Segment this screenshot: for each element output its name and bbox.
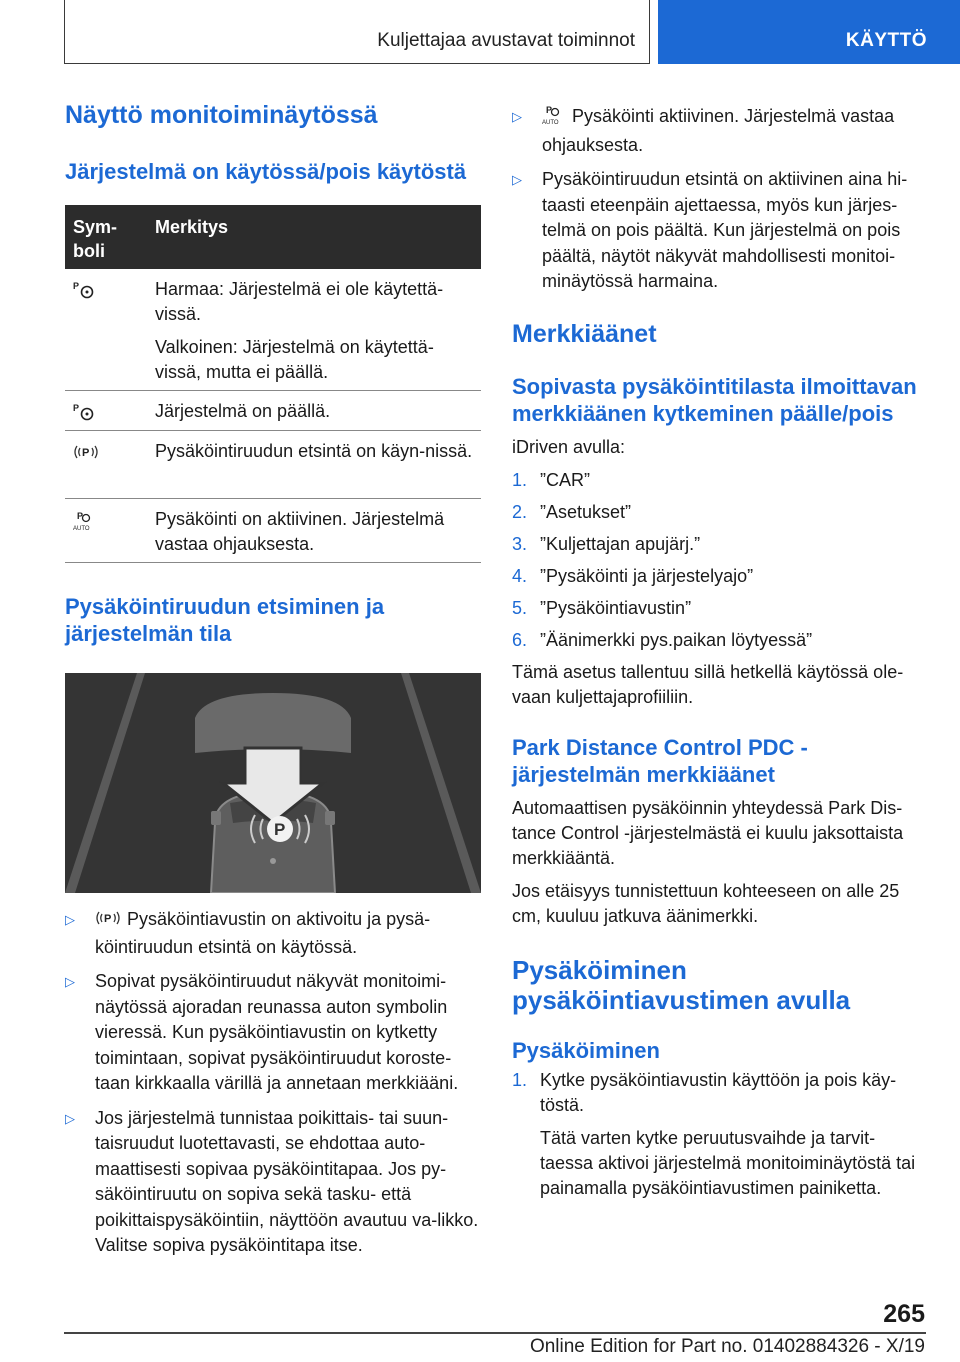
heading-pdc-tones: Park Distance Control PDC -järjestelmän merkkiäänet (512, 734, 808, 787)
list-item (512, 1068, 926, 1201)
meaning-line: Harmaa: Järjestelmä ei ole käytettä-vissä. (155, 279, 444, 324)
step-number: 1. (512, 1069, 528, 1090)
table-cell-meaning (147, 499, 481, 562)
edition-footer: Online Edition for Part no. 01402884326 - X/19 (529, 1336, 925, 1357)
list-item-text: Pysäköinti aktiivinen. Järjestelmä vastaa ohjauksesta. (542, 106, 895, 155)
header-section-box (64, 0, 650, 64)
heading-tone-switch: Sopivasta pysäköintitilasta ilmoittavan merkkiäänen kytkeminen päälle/pois (512, 373, 917, 426)
list-item (512, 500, 926, 525)
step-text: ”Kuljettajan apujärj.” (540, 533, 701, 554)
svg-text:P: P (274, 820, 286, 839)
list-item (512, 596, 926, 621)
step-number: 5. (512, 597, 528, 618)
parking-auto-icon (65, 499, 147, 562)
section-title: Kuljettajaa avustavat toiminnot (377, 30, 635, 51)
heading-parking-with-assistant: Pysäköiminen pysäköintiavustimen avulla (512, 954, 851, 1015)
heading-system-on-off: Järjestelmä on käytössä/pois käytöstä (65, 159, 467, 184)
step-number: 6. (512, 629, 528, 650)
step-number: 4. (512, 565, 528, 586)
table-cell-meaning (147, 431, 481, 498)
list-item (512, 104, 926, 158)
svg-text:P: P (77, 511, 84, 521)
col-meaning-header: Merkitys (155, 217, 229, 237)
svg-text:AUTO: AUTO (73, 526, 90, 531)
parking-steps (512, 1068, 926, 1201)
display-illustration (65, 673, 481, 893)
svg-text:P: P (104, 913, 112, 925)
table-cell-meaning (147, 269, 481, 390)
table-cell-meaning (147, 391, 481, 430)
step-number: 1. (512, 469, 528, 490)
svg-text:P: P (73, 403, 80, 413)
list-item-text: Pysäköintiavustin on aktivoitu ja pysä-köintiruudun etsintä on käytössä. (95, 909, 431, 957)
setting-note: Tämä asetus tallentuu sillä hetkellä käytössä ole-vaan kuljettajaprofiiliin. (512, 661, 904, 707)
chapter-tab-label: KÄYTTÖ (845, 30, 927, 51)
left-column (65, 100, 481, 1268)
list-item (512, 564, 926, 589)
footer-divider (64, 1332, 926, 1334)
step-number: 2. (512, 501, 528, 522)
parking-space-search-icon (65, 431, 147, 498)
list-item (512, 468, 926, 493)
active-status-list (512, 104, 926, 295)
table-row (65, 269, 481, 391)
meaning-line: Pysäköinti on aktiivinen. Järjestelmä vastaa ohjauksesta. (155, 509, 445, 554)
triangle-bullet-icon: ▷ (65, 912, 75, 927)
symbol-table (65, 205, 481, 563)
meaning-line: Järjestelmä on päällä. (155, 401, 331, 421)
step-number: 3. (512, 533, 528, 554)
right-column (512, 100, 926, 1208)
list-item-text: Pysäköintiruudun etsintä on aktiivinen aina hi-taasti eteenpäin ajettaessa, myös kun järjes-telmä on pois päältä. Kun järjestelmä on pois päältä, näytöt näkyvät mahdollisesti monitoi-minäytössä harmaina. (542, 169, 908, 291)
svg-text:P: P (82, 447, 90, 459)
list-item-text: Jos järjestelmä tunnistaa poikittais- tai suun-taisruudut luotettavasti, se ehdottaa auto-maattisesti sopivaa pysäköintitapaa. Jos py-säköintiruutu on sopiva sekä tasku- että poikittaispysäköintiin, näyttöön avautuu va-likko. Valitse sopiva pysäköintitapa itse. (95, 1107, 479, 1255)
chapter-tab (658, 0, 960, 64)
pdc-paragraph: Jos etäisyys tunnistettuun kohteeseen on alle 25 cm, kuuluu jatkuva äänimerkki. (512, 880, 900, 926)
step-text: ”Pysäköintiavustin” (540, 597, 692, 618)
svg-text:P: P (73, 281, 80, 291)
meaning-line: Valkoinen: Järjestelmä on käytettä-vissä, mutta ei päällä. (155, 337, 434, 382)
list-item (65, 907, 481, 960)
triangle-bullet-icon: ▷ (65, 1110, 75, 1126)
step-text: ”Pysäköinti ja järjestelyajo” (540, 565, 754, 586)
col-symbol-header: Sym- boli (73, 217, 118, 261)
svg-text:AUTO: AUTO (542, 120, 559, 125)
list-item (512, 532, 926, 557)
idrive-steps (512, 468, 926, 653)
list-item (65, 969, 481, 1097)
parking-assistant-icon (65, 269, 147, 390)
triangle-bullet-icon: ▷ (512, 109, 522, 124)
heading-space-search: Pysäköintiruudun etsiminen ja järjestelmän tila (65, 594, 385, 646)
heading-multifunction-display: Näyttö monitoiminäytössä (65, 101, 378, 129)
list-item (512, 167, 926, 295)
idrive-intro: iDriven avulla: (512, 436, 626, 457)
step-text: ”Äänimerkki pys.paikan löytyessä” (540, 629, 813, 650)
heading-parking: Pysäköiminen (512, 1037, 660, 1063)
parking-assistant-icon (65, 391, 147, 430)
parking-space-search-icon (95, 909, 121, 935)
list-item (65, 1106, 481, 1259)
table-row (65, 391, 481, 431)
table-row (65, 431, 481, 499)
search-status-list (65, 907, 481, 1259)
step-text: Kytke pysäköintiavustin käyttöön ja pois käy-töstä. (540, 1069, 897, 1115)
svg-text:P: P (546, 105, 553, 115)
page-number: 265 (883, 1300, 925, 1328)
list-item-text: Sopivat pysäköintiruudut näkyvät monitoimi-näytössä ajoradan reunassa auton symbolin vieressä. Kun pysäköintiavustin on kytketty toimintaan, sopivat pysäköintiruudut koroste-taan kirkkaalla värillä ja annetaan merkkiääni. (95, 971, 459, 1093)
step-text: ”Asetukset” (540, 501, 632, 522)
table-header (65, 205, 481, 269)
parking-auto-icon (542, 105, 566, 133)
step-text: ”CAR” (540, 469, 590, 490)
table-row (65, 499, 481, 563)
triangle-bullet-icon: ▷ (512, 172, 522, 187)
triangle-bullet-icon: ▷ (65, 974, 75, 989)
pdc-paragraph: Automaattisen pysäköinnin yhteydessä Park Dis-tance Control -järjestelmästä ei kuulu jaksottaista merkkiääntä. (512, 797, 904, 868)
heading-tones: Merkkiäänet (512, 319, 657, 348)
meaning-line: Pysäköintiruudun etsintä on käyn-nissä. (155, 441, 473, 461)
list-item (512, 628, 926, 653)
step-detail: Tätä varten kytke peruutusvaihde ja tarvit-taessa aktivoi järjestelmä monitoiminäytöstä tai painamalla pysäköintiavustimen painiketta. (540, 1127, 916, 1198)
